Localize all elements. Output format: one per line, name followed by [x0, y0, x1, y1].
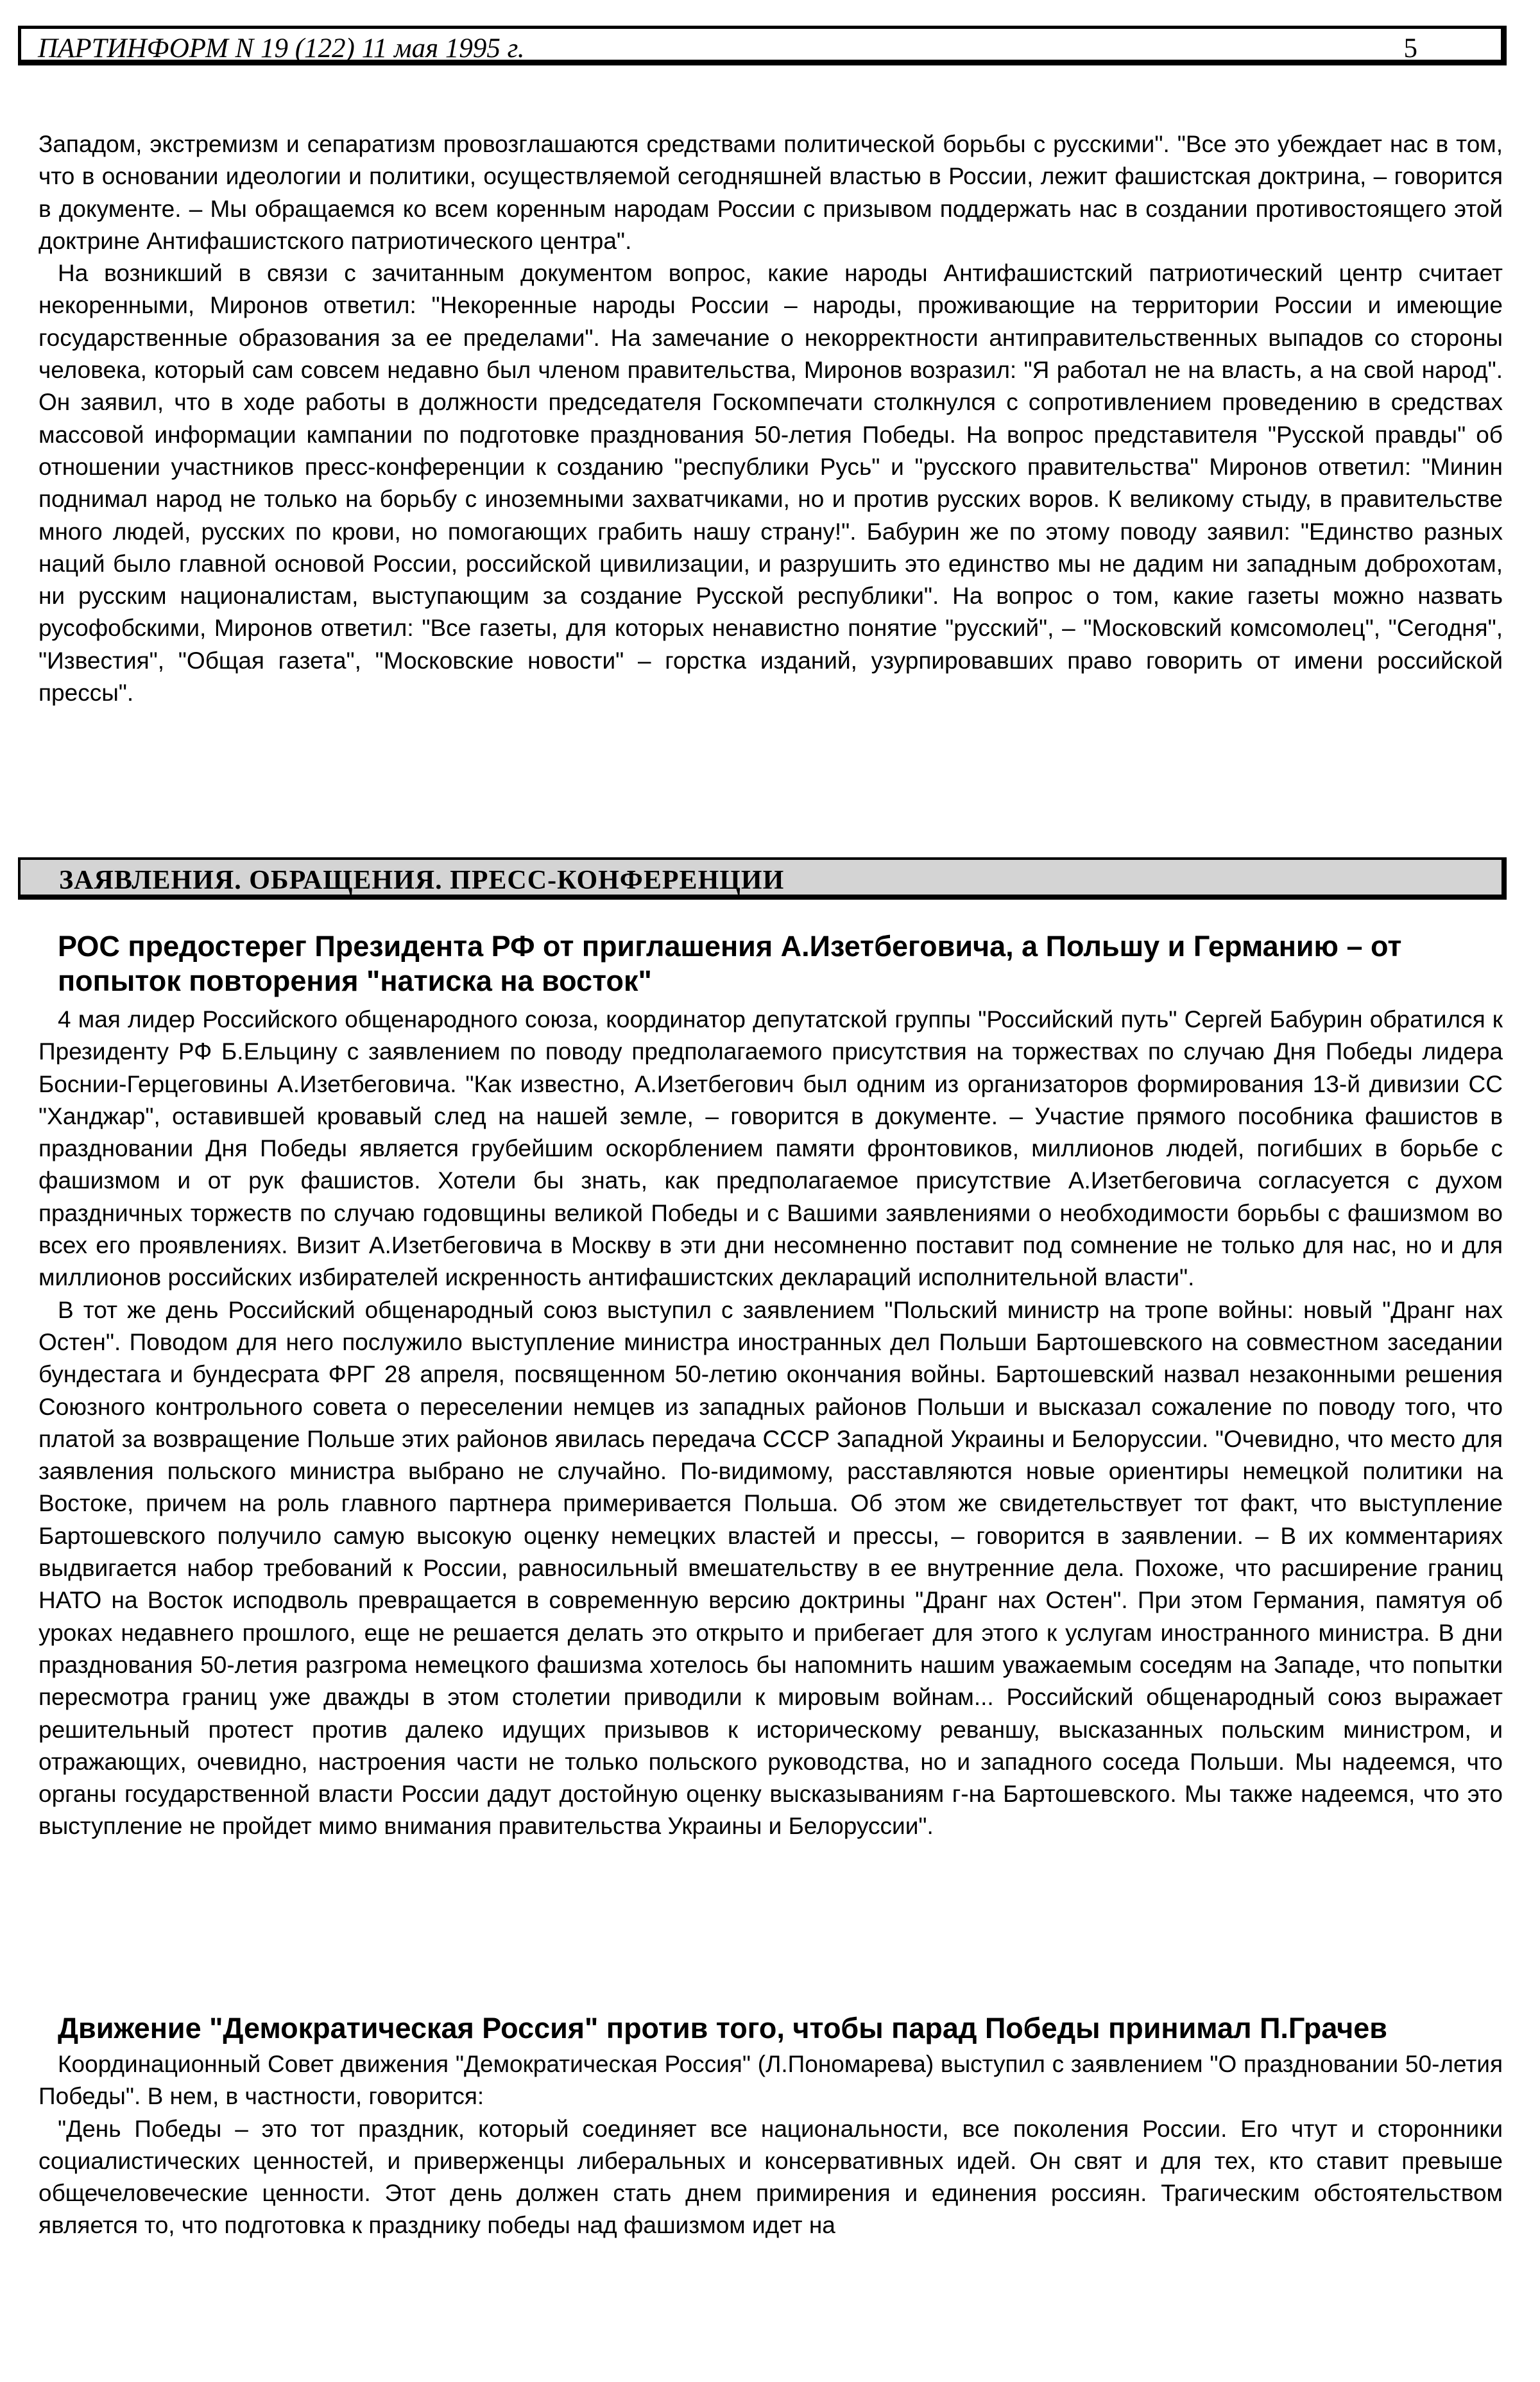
intro-text — [38, 128, 1503, 709]
intro-paragraph: На возникший в связи с зачитанным документом вопрос, какие народы Антифашистский патриотический центр считает некоренными, Миронов ответил: "Некоренные народы России – народы, проживающие на территории России и имеющие государственные образования за ее пределами". На замечание о некорректности антиправительственных выпадов со стороны человека, который сам совсем недавно был членом правительства, Миронов возразил: "Я работал не на власть, а на свой народ". Он заявил, что в ходе работы в должности председателя Госкомпечати столкнулся с сопротивлением проведению в средствах массовой информации кампании по подготовке празднования 50-летия Победы. На вопрос представителя "Русской правды" об отношении участников пресс-конференции к созданию "республики Русь" и "русского правительства" Миронов ответил: "Минин поднимал народ не только на борьбу с иноземными захватчиками, но и против русских воров. К великому стыду, в правительстве много людей, русских по крови, но помогающих грабить нашу страну!". Бабурин же по этому поводу заявил: "Единство разных наций было главной основой России, российской цивилизации, и разрушить это единство мы не дадим ни западным доброхотам, ни русским националистам, выступающим за создание Русской республики". На вопрос о том, какие газеты можно назвать русофобскими, Миронов ответил: "Все газеты, для которых ненавистно понятие "русский", – "Московский комсомолец", "Сегодня", "Известия", "Общая газета", "Московские новости" – горстка изданий, узурпировавших право говорить от имени российской прессы". — [38, 260, 1503, 707]
section-title: ЗАЯВЛЕНИЯ. ОБРАЩЕНИЯ. ПРЕСС-КОНФЕРЕНЦИИ — [59, 866, 785, 895]
article-body — [38, 1004, 1503, 1843]
article-title: Движение "Демократическая Россия" против того, чтобы парад Победы принимал П.Грачев — [58, 2012, 1387, 2044]
article-paragraph: Координационный Совет движения "Демократическая Россия" (Л.Пономарева) выступил с заявлением "О праздновании 50-летия Победы". В нем, в частности, говорится: — [38, 2051, 1503, 2110]
article-body — [38, 2048, 1503, 2242]
page-number: 5 — [1403, 33, 1417, 64]
article-paragraph: 4 мая лидер Российского общенародного союза, координатор депутатской группы "Российский путь" Сергей Бабурин обратился к Президенту РФ Б.Ельцину с заявлением по поводу предполагаемого присутствия на торжествах по случаю Дня Победы лидера Боснии-Герцеговины А.Изетбеговича. "Как известно, А.Изетбегович был одним из организаторов формирования 13-й дивизии СС "Ханджар", оставившей кровавый след на нашей земле, – говорится в документе. – Участие прямого пособника фашистов в праздновании Дня Победы является грубейшим оскорблением памяти фронтовиков, миллионов людей, погибших в борьбе с фашизмом и от рук фашистов. Хотели бы знать, как предполагаемое присутствие А.Изетбеговича согласуется с духом праздничных торжеств по случаю годовщины великой Победы и с Вашими заявлениями о необходимости борьбы с фашизмом во всех его проявлениях. Визит А.Изетбеговича в Москву в эти дни несомненно поставит под сомнение не только для нас, но и для миллионов российских избирателей искренность антифашистских деклараций исполнительной власти". — [38, 1006, 1503, 1291]
intro-paragraph: Западом, экстремизм и сепаратизм провозглашаются средствами политической борьбы с русскими". "Все это убеждает нас в том, что в основании идеологии и политики, осуществляемой сегодняшней властью в России, лежит фашистская доктрина, – говорится в документе. – Мы обращаемся ко всем коренным народам России с призывом поддержать нас в создании противостоящего этой доктрине Антифашистского патриотического центра". — [38, 131, 1503, 254]
publication-title: ПАРТИНФОРМ N 19 (122) 11 мая 1995 г. — [38, 33, 525, 64]
article-paragraph: В тот же день Российский общенародный союз выступил с заявлением "Польский министр на тропе войны: новый "Дранг нах Остен". Поводом для него послужило выступление министра иностранных дел Польши Бартошевского на совместном заседании бундестага и бундесрата ФРГ 28 апреля, посвященном 50-летию окончания войны. Бартошевский назвал незаконными решения Союзного контрольного совета о переселении немцев из западных районов Польши и высказал сожаление по поводу того, что платой за возвращение Польше этих районов явилась передача СССР Западной Украины и Белоруссии. "Очевидно, что место для заявления польского министра выбрано не случайно. По-видимому, расставляются новые ориентиры немецкой политики на Востоке, причем на роль главного партнера примеривается Польша. Об этом же свидетельствует тот факт, что выступление Бартошевского получило самую высокую оценку немецких властей и прессы, – говорится в заявлении. – В их комментариях выдвигается набор требований к России, равносильный вмешательству в ее внутренние дела. Похоже, что расширение границ НАТО на Восток исподволь превращается в современную версию доктрины "Дранг нах Остен". При этом Германия, памятуя об уроках недавнего прошлого, еще не решается делать это открыто и прибегает для этого к услугам иностранного министра. В дни празднования 50-летия разгрома немецкого фашизма хотелось бы напомнить нашим уважаемым соседям на Западе, что попытки пересмотра границ уже дважды в этом столетии приводили к мировым войнам... Российский общенародный союз выражает решительный протест против далеко идущих призывов к историческому реваншу, высказанных польским министром, и отражающих, очевидно, настроения части не только польского руководства, но и западного соседа Польши. Мы надеемся, что органы государственной власти России дадут достойную оценку высказываниям г-на Бартошевского. Мы также надеемся, что это выступление не пройдет мимо внимания правительства Украины и Белоруссии". — [38, 1296, 1503, 1840]
page-header — [18, 26, 1507, 65]
section-heading-bar — [18, 857, 1507, 900]
article-title: РОС предостерег Президента РФ от приглашения А.Изетбеговича, а Польшу и Германию – от попыток повторения "натиска на восток" — [58, 930, 1402, 997]
article-paragraph: "День Победы – это тот праздник, который соединяет все национальности, все поколения России. Его чтут и сторонники социалистических ценностей, и приверженцы либеральных и консервативных идей. Он свят и для тех, кто ставит превыше общечеловеческие ценности. Этот день должен стать днем примирения и единения россиян. Трагическим обстоятельством является то, что подготовка к празднику победы над фашизмом идет на — [38, 2115, 1503, 2239]
